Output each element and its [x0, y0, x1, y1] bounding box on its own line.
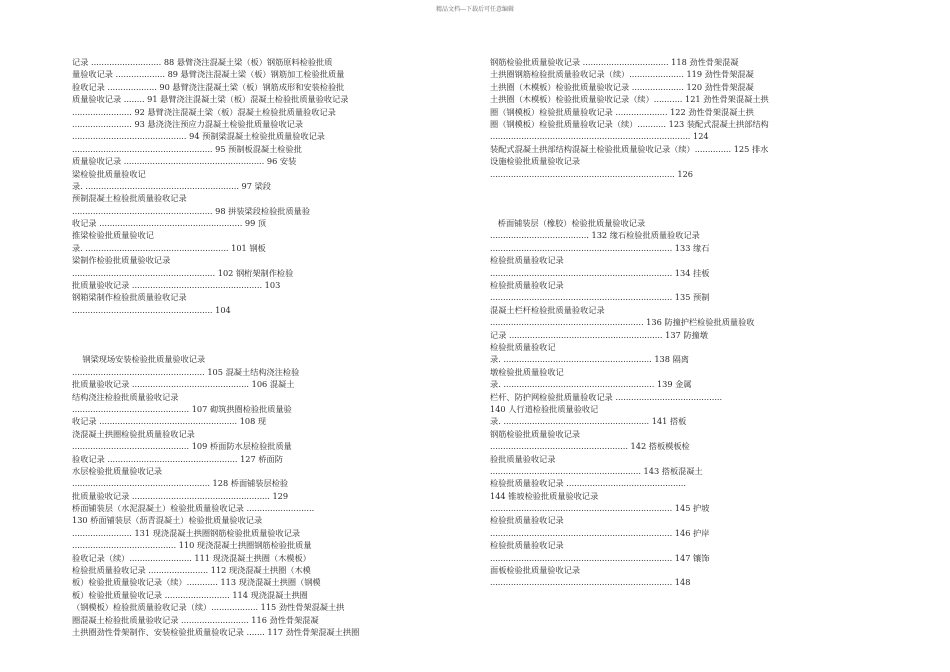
toc-line: ....................... 93 悬浇浇注预应力混凝土检验批质量验收记录 [72, 118, 304, 129]
toc-line: ............................................ 94 预制梁混凝土检验批质量验收记录 [72, 131, 325, 142]
toc-line: 检验批质量验收记录 [490, 540, 564, 551]
toc-line [490, 192, 880, 204]
toc-line: ............................................. 109 桥面防水层检验批质量 [72, 441, 292, 452]
toc-line: 钢筋检验批质量验收记录 ................................. 118 劲性骨架混凝 [490, 57, 739, 67]
toc-line: 验批质量验收记录 [490, 453, 556, 464]
toc-line: 检验批质量验收记 [490, 341, 556, 352]
toc-line: ...................................................... 98 拼装梁段检验批质量验 [72, 205, 311, 216]
toc-line: 设施检验批质量验收记录 [490, 156, 581, 167]
toc-line: ........................................................... 136 防撞护栏检验批质量验收 [490, 317, 755, 328]
toc-line: 推梁检验批质量验收记 [72, 230, 154, 241]
toc-line: 浇混凝土拱圈检验批质量验收记录 [72, 428, 195, 439]
toc-line: .......................................................... 143 搭板混凝土 [490, 465, 703, 476]
toc-line: 土拱圈（木模板）检验批质量验收记录 .................... 120 劲性骨架混凝 [490, 81, 754, 92]
toc-line: 桥面铺装层（橡胶）检验批质量验收记录 [490, 218, 646, 229]
toc-line: ..................................................... 142 搭板模板检 [490, 441, 690, 452]
toc-line: 钢筋检验批质量验收记录 [490, 428, 581, 439]
toc-line [72, 329, 462, 341]
toc-line: ...................................................................... 135 预制 [490, 292, 710, 303]
toc-line: 钢箱梁制作检验批质量验收记录 [72, 292, 187, 303]
toc-line: 记录 ........................................................... 137 防撞墩 [490, 329, 708, 340]
toc-line: 混凝土栏杆检验批质量验收记录 [490, 304, 605, 315]
toc-line [72, 316, 462, 328]
toc-line: 录. ........................................................ 141 搭板 [490, 416, 687, 427]
toc-line: 墩检验批质量验收记 [490, 366, 564, 377]
page-header: 精品文档---下载后可任意编辑 [435, 6, 515, 13]
toc-line: 质量验收记录 ........ 91 悬臂浇注混凝土梁（板）混凝土检验批质量验收记录 [72, 94, 349, 105]
toc-line: ...................................................................... 146 护岸 [490, 527, 710, 538]
toc-line: ...................................... 132 缘石检验批质量验收记录 [490, 230, 700, 241]
toc-line: ............................................. 107 砌筑拱圈检验批质量验 [72, 403, 292, 414]
toc-line: 批质量验收记录 ..................................................... 129 [72, 490, 289, 501]
toc-line: 收记录 ....................................................... 99 顶 [72, 218, 267, 229]
toc-line: ...................................................................... 147 镶饰 [490, 552, 710, 563]
toc-line: 装配式混凝土拱部结构混凝土检验批质量验收记录（续）.............. 125 排水 [490, 143, 769, 154]
toc-line: 土拱圈劲性骨架制作、安装检验批质量验收记录 ....... 117 劲性骨架混凝土拱圈 [72, 626, 360, 637]
toc-line: 量验收记录 ................... 89 悬臂浇注混凝土梁（板）钢筋加工检验批质量 [72, 69, 345, 80]
toc-line: 圈（钢模板）检验批质量验收记录（续）........... 123 装配式混凝土拱部结构 [490, 118, 769, 129]
toc-line: 批质量验收记录 .................................................. 103 [72, 280, 281, 291]
toc-line: ....................................................................... 126 [490, 168, 694, 179]
toc-line: 桥面铺装层（水泥混凝土）检验批质量验收记录 .......................... [72, 503, 315, 514]
toc-line: 140 人行道检验批质量验收记 [490, 403, 599, 414]
toc-line: 批质量验收记录 ............................................. 106 混凝土 [72, 379, 295, 390]
toc-line: 记录 ........................... 88 悬臂浇注混凝土梁（板）钢筋原料检验批质 [72, 57, 333, 67]
toc-line: ..................................................... 128 桥面铺装层检验 [72, 478, 289, 489]
toc-line: ....................... 92 悬臂浇注混凝土梁（板）混凝土检验批质量验收记录 [72, 106, 336, 117]
toc-line: 录. ........................................................... 97 梁段 [72, 180, 271, 191]
toc-line [490, 180, 880, 192]
toc-line: 梁检验批质量验收记 [72, 168, 146, 179]
toc-line: 钢梁现场安装检验批质量验收记录 [72, 354, 206, 365]
toc-line: 圈（钢模板）检验批质量验收记录 .................... 122 劲性骨架混凝土拱 [490, 106, 754, 117]
toc-line: 水层检验批质量验收记录 [72, 465, 163, 476]
toc-line: 梁制作检验批质量验收记录 [72, 255, 171, 266]
toc-line: 录. ....................................................... 101 钢板 [72, 242, 266, 253]
toc-line: ....................................................... 102 钢桁架制作检验 [72, 267, 294, 278]
toc-line: 144 锥坡检验批质量验收记录 [490, 490, 599, 501]
toc-line: 验收记录 ................... 90 悬臂浇注混凝土梁（板）钢筋成形和安装检验批 [72, 81, 345, 92]
toc-line: ...................................................................... 133 缘石 [490, 242, 710, 253]
toc-line: ............................................................................. 124 [490, 131, 709, 142]
toc-line: 验收记录 .................................................. 127 桥面防 [72, 453, 283, 464]
toc-line: 质量验收记录 ...................................................... 96 安装 [72, 156, 297, 167]
toc-line: ...................................................................... 148 [490, 577, 691, 588]
toc-line: 结构浇注检验批质量验收记录 [72, 391, 179, 402]
toc-line: 验收记录（续）........................ 111 现浇混凝土拱圈（木模板） [72, 552, 311, 563]
toc-line: 栏杆、防护网检验批质量验收记录 ......................................... [490, 391, 723, 402]
toc-line [490, 205, 880, 217]
toc-line: 预制混凝土检验批质量验收记录 [72, 193, 187, 204]
toc-line: ...................................................... 95 预制板混凝土检验批 [72, 143, 302, 154]
toc-line: 土拱圈钢筋检验批质量验收记录（续）..................... 119 劲性骨架混凝 [490, 69, 754, 80]
toc-line: 录. .......................................................... 139 金属 [490, 379, 692, 390]
toc-line: ...................................................................... 134 挂板 [490, 267, 710, 278]
toc-line: ...................................................... 104 [72, 304, 231, 315]
toc-line [72, 341, 462, 353]
toc-line: 收记录 ..................................................... 108 现 [72, 416, 267, 427]
toc-line: 130 桥面铺装层（沥青混凝土）检验批质量验收记录 [72, 515, 263, 526]
toc-line: ................................................... 105 混凝土结构浇注检验 [72, 366, 300, 377]
toc-right-column [490, 56, 880, 589]
toc-line: 检验批质量验收记录 [490, 515, 564, 526]
toc-line: 检验批质量验收记录 [490, 280, 564, 291]
toc-line: 面板检验批质量验收记录 [490, 565, 581, 576]
toc-line: 检验批质量验收记录 .............................................. [490, 478, 687, 489]
toc-line: 检验批质量验收记录 ....................... 112 现浇混凝土拱圈（木模 [72, 565, 311, 576]
toc-line: 圈混凝土检验批质量验收记录 .......................... 116 劲性骨架混凝 [72, 614, 319, 625]
toc-left-column [72, 56, 462, 638]
toc-line: 检验批质量验收记录 [490, 255, 564, 266]
toc-line: 录. ......................................................... 138 隔离 [490, 354, 689, 365]
toc-line: 土拱圈（木模板）检验批质量验收记录（续）........... 121 劲性骨架混凝土拱 [490, 94, 769, 105]
toc-line: ........................................ 110 现浇混凝土拱圈钢筋检验批质量 [72, 540, 312, 551]
toc-line: ....................... 131 现浇混凝土拱圈钢筋检验批质量验收记录 [72, 527, 301, 538]
toc-line: （钢模板）检验批质量验收记录（续）.................. 115 劲性骨架混凝土拱 [72, 602, 345, 613]
toc-line: ...................................................................... 145 护坡 [490, 503, 710, 514]
toc-line: 板）检验批质量验收记录 ......................... 114 现浇混凝土拱圈 [72, 589, 308, 600]
toc-line: 板）检验批质量验收记录（续）............ 113 现浇混凝土拱圈（钢模 [72, 577, 321, 588]
